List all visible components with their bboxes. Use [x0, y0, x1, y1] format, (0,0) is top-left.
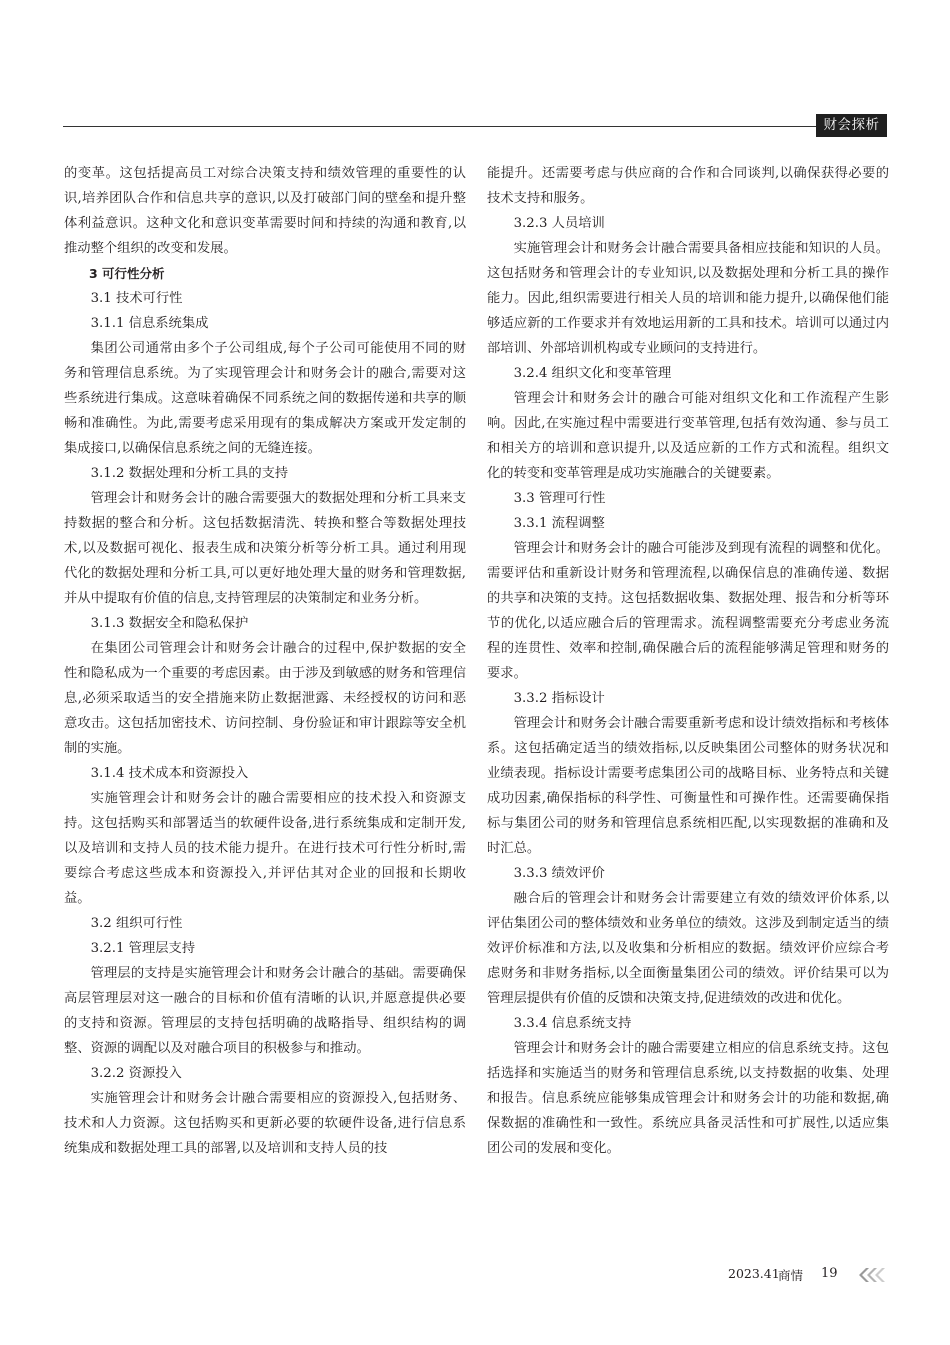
- paragraph: 实施管理会计和财务会计的融合需要相应的技术投入和资源支持。这包括购买和部署适当的软硬件设备,进行系统集成和定制开发,以及培训和支持人员的技术能力提升。在进行技术可行性分析时,需要综合考虑这些成本和资源投入,并评估其对企业的回报和长期收益。: [64, 791, 466, 906]
- paragraph: 实施管理会计和财务会计融合需要具备相应技能和知识的人员。这包括财务和管理会计的专业知识,以及数据处理和分析工具的操作能力。因此,组织需要进行相关人员的培训和能力提升,以确保他们能够适应新的工作要求并有效地运用新的工具和技术。培训可以通过内部培训、外部培训机构或专业顾问的支持进行。: [487, 241, 889, 356]
- paragraph: 融合后的管理会计和财务会计需要建立有效的绩效评价体系,以评估集团公司的整体绩效和业务单位的绩效。这涉及到制定适当的绩效评价标准和方法,以及收集和分析相应的数据。绩效评价应综合考虑财务和非财务指标,以全面衡量集团公司的绩效。评价结果可以为管理层提供有价值的反馈和决策支持,促进绩效的改进和优化。: [487, 891, 889, 1006]
- paragraph: 集团公司通常由多个子公司组成,每个子公司可能使用不同的财务和管理信息系统。为了实现管理会计和财务会计的融合,需要对这些系统进行集成。这意味着确保不同系统之间的数据传递和共享的顺畅和准确性。为此,需要考虑采用现有的集成解决方案或开发定制的集成接口,以确保信息系统之间的无缝连接。: [64, 341, 466, 456]
- page-number: 19: [821, 1266, 838, 1281]
- subsubsection-heading: 3.2.4 组织文化和变革管理: [513, 366, 672, 381]
- subsubsection-heading: 3.1.1 信息系统集成: [90, 316, 209, 331]
- subsection-heading: 3.1 技术可行性: [90, 291, 183, 306]
- header-rule: [63, 126, 887, 127]
- subsection-heading: 3.2 组织可行性: [90, 916, 183, 931]
- subsubsection-heading: 3.3.1 流程调整: [513, 516, 605, 531]
- subsubsection-heading: 3.3.4 信息系统支持: [513, 1016, 632, 1031]
- section-heading: 3 可行性分析: [89, 266, 165, 281]
- footer-issue: 2023.41: [728, 1266, 780, 1281]
- paragraph: 管理会计和财务会计的融合需要建立相应的信息系统支持。这包括选择和实施适当的财务和管理信息系统,以支持数据的收集、处理和报告。信息系统应能够集成管理会计和财务会计的功能和数据,确保数据的准确性和一致性。系统应具备灵活性和可扩展性,以适应集团公司的发展和变化。: [487, 1041, 889, 1156]
- triple-chevron-left-icon: [858, 1267, 888, 1283]
- paragraph: 实施管理会计和财务会计融合需要相应的资源投入,包括财务、技术和人力资源。这包括购买和更新必要的软硬件设备,进行信息系统集成和数据处理工具的部署,以及培训和支持人员的技: [64, 1091, 466, 1156]
- left-column: [64, 161, 466, 1161]
- paragraph: 管理层的支持是实施管理会计和财务会计融合的基础。需要确保高层管理层对这一融合的目标和价值有清晰的认识,并愿意提供必要的支持和资源。管理层的支持包括明确的战略指导、组织结构的调整、资源的调配以及对融合项目的积极参与和推动。: [64, 966, 466, 1056]
- paragraph: 管理会计和财务会计的融合可能对组织文化和工作流程产生影响。因此,在实施过程中需要进行变革管理,包括有效沟通、参与员工和相关方的培训和意识提升,以及适应新的工作方式和流程。组织文化的转变和变革管理是成功实施融合的关键要素。: [487, 391, 889, 481]
- paragraph: 的变革。这包括提高员工对综合决策支持和绩效管理的重要性的认识,培养团队合作和信息共享的意识,以及打破部门间的壁垒和提升整体利益意识。这种文化和意识变革需要时间和持续的沟通和教育,以推动整个组织的改变和发展。: [64, 166, 466, 256]
- section-tag: 财会探析: [816, 114, 887, 137]
- subsection-heading: 3.3 管理可行性: [513, 491, 606, 506]
- subsubsection-heading: 3.3.2 指标设计: [513, 691, 605, 706]
- paragraph: 管理会计和财务会计的融合需要强大的数据处理和分析工具来支持数据的整合和分析。这包括数据清洗、转换和整合等数据处理技术,以及数据可视化、报表生成和决策分析等分析工具。通过利用现代化的数据处理和分析工具,可以更好地处理大量的财务和管理数据,并从中提取有价值的信息,支持管理层的决策制定和业务分析。: [64, 491, 466, 606]
- paragraph: 在集团公司管理会计和财务会计融合的过程中,保护数据的安全性和隐私成为一个重要的考虑因素。由于涉及到敏感的财务和管理信息,必须采取适当的安全措施来防止数据泄露、未经授权的访问和恶意攻击。这包括加密技术、访问控制、身份验证和审计跟踪等安全机制的实施。: [64, 641, 466, 756]
- paragraph: 管理会计和财务会计融合需要重新考虑和设计绩效指标和考核体系。这包括确定适当的绩效指标,以反映集团公司整体的财务状况和业绩表现。指标设计需要考虑集团公司的战略目标、业务特点和关键成功因素,确保指标的科学性、可衡量性和可操作性。还需要确保指标与集团公司的财务和管理信息系统相匹配,以实现数据的准确和及时汇总。: [487, 716, 889, 856]
- footer-magazine: 商情: [778, 1268, 804, 1283]
- subsubsection-heading: 3.1.4 技术成本和资源投入: [90, 766, 249, 781]
- paragraph: 管理会计和财务会计的融合可能涉及到现有流程的调整和优化。需要评估和重新设计财务和管理流程,以确保信息的准确传递、数据的共享和决策的支持。这包括数据收集、数据处理、报告和分析等环节的优化,以适应融合后的管理需求。流程调整需要充分考虑业务流程的连贯性、效率和控制,确保融合后的流程能够满足管理和财务的要求。: [487, 541, 889, 681]
- subsubsection-heading: 3.1.2 数据处理和分析工具的支持: [90, 466, 289, 481]
- subsubsection-heading: 3.2.3 人员培训: [513, 216, 605, 231]
- subsubsection-heading: 3.2.2 资源投入: [90, 1066, 182, 1081]
- subsubsection-heading: 3.3.3 绩效评价: [513, 866, 605, 881]
- right-column: [487, 161, 889, 1161]
- subsubsection-heading: 3.2.1 管理层支持: [90, 941, 196, 956]
- paragraph: 能提升。还需要考虑与供应商的合作和合同谈判,以确保获得必要的技术支持和服务。: [487, 166, 889, 206]
- subsubsection-heading: 3.1.3 数据安全和隐私保护: [90, 616, 249, 631]
